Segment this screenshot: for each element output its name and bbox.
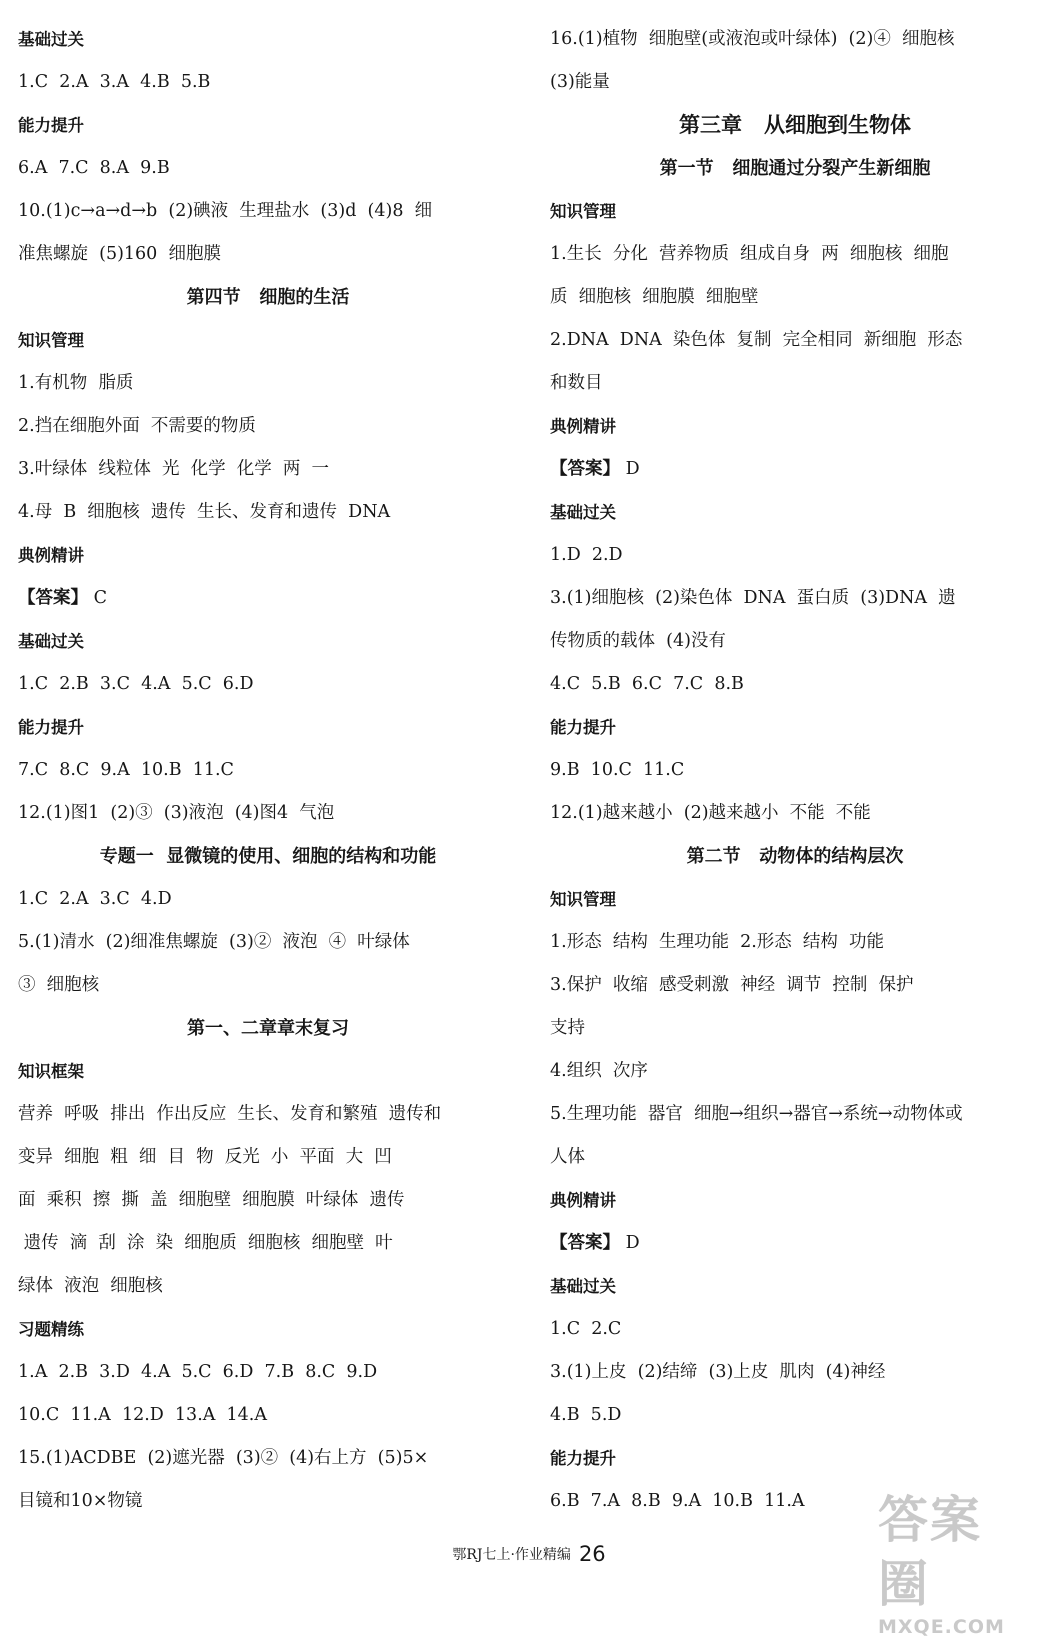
subsection-label: 能力提升 — [18, 116, 84, 135]
answer-text-line: ③ 细胞核 — [18, 975, 100, 995]
answer-text-line: 9.B 10.C 11.C — [550, 760, 685, 780]
answer-text-line: 4.组织 次序 — [550, 1061, 648, 1081]
answer-text-line: 4.C 5.B 6.C 7.C 8.B — [550, 674, 744, 694]
answer-text-line: 15.(1)ACDBE (2)遮光器 (3)② (4)右上方 (5)5× — [18, 1448, 429, 1468]
answer-text-line: 6.B 7.A 8.B 9.A 10.B 11.A — [550, 1491, 805, 1511]
watermark-text: 答案圈 — [878, 1491, 982, 1613]
answer-text-line: 2.DNA DNA 染色体 复制 完全相同 新细胞 形态 — [550, 330, 963, 350]
edition-label: 鄂RJ七上·作业精编 — [452, 1547, 571, 1563]
chapter-heading: 第三章 从细胞到生物体 — [679, 113, 911, 137]
section-heading: 专题一 显微镜的使用、细胞的结构和功能 — [99, 846, 437, 867]
answer-line — [550, 1222, 1040, 1265]
answer-text-line: 3.(1)上皮 (2)结缔 (3)上皮 肌肉 (4)神经 — [550, 1362, 886, 1382]
subsection-label: 基础过关 — [550, 503, 616, 522]
subsection-label: 典例精讲 — [550, 1191, 616, 1210]
subsection-label: 能力提升 — [550, 1449, 616, 1468]
answer-text-line: 10.(1)c→a→d→b (2)碘液 生理盐水 (3)d (4)8 细 — [18, 201, 433, 221]
answer-line — [550, 448, 1040, 491]
subsection-label: 知识管理 — [550, 890, 616, 909]
answer-text-line: 营养 呼吸 排出 作出反应 生长、发育和繁殖 遗传和 — [18, 1104, 442, 1124]
right-column — [550, 18, 1040, 1523]
answer-text-line: 遗传 滴 刮 涂 染 细胞质 细胞核 细胞壁 叶 — [18, 1233, 393, 1253]
answer-text-line: 3.(1)细胞核 (2)染色体 DNA 蛋白质 (3)DNA 遗 — [550, 588, 956, 608]
subsection-label: 基础过关 — [550, 1277, 616, 1296]
answer-text-line: 16.(1)植物 细胞壁(或液泡或叶绿体) (2)④ 细胞核 — [550, 29, 955, 49]
answer-text-line: 3.保护 收缩 感受刺激 神经 调节 控制 保护 — [550, 975, 914, 995]
answer-text-line: 7.C 8.C 9.A 10.B 11.C — [18, 760, 234, 780]
subsection-label: 知识管理 — [18, 331, 84, 350]
answer-text-line: 5.生理功能 器官 细胞→组织→器官→系统→动物体或 — [550, 1104, 963, 1124]
answer-text-line: 支持 — [550, 1018, 585, 1038]
subsection-label: 基础过关 — [18, 30, 84, 49]
answer-text-line: 4.B 5.D — [550, 1405, 622, 1425]
answer-label: 【答案】 — [550, 459, 620, 479]
answer-value: C — [93, 588, 107, 608]
answer-text-line: 质 细胞核 细胞膜 细胞壁 — [550, 287, 759, 307]
subsection-label: 知识框架 — [18, 1062, 84, 1081]
answer-text-line: 变异 细胞 粗 细 目 物 反光 小 平面 大 凹 — [18, 1147, 392, 1167]
subsection-label: 典例精讲 — [18, 546, 84, 565]
section-heading: 第一节 细胞通过分裂产生新细胞 — [659, 158, 931, 179]
answer-text-line: 1.生长 分化 营养物质 组成自身 两 细胞核 细胞 — [550, 244, 949, 264]
answer-text-line: 5.(1)清水 (2)细准焦螺旋 (3)② 液泡 ④ 叶绿体 — [18, 932, 410, 952]
answer-text-line: 目镜和10×物镜 — [18, 1491, 143, 1511]
page-number: 26 — [578, 1542, 606, 1566]
answer-text-line: 2.挡在细胞外面 不需要的物质 — [18, 416, 256, 436]
watermark-logo — [878, 1488, 1028, 1638]
answer-label: 【答案】 — [550, 1233, 620, 1253]
watermark-url: MXQE.COM — [878, 1616, 1005, 1638]
answer-text-line: 和数目 — [550, 373, 603, 393]
answer-text-line: 1.形态 结构 生理功能 2.形态 结构 功能 — [550, 932, 885, 952]
section-heading: 第二节 动物体的结构层次 — [686, 846, 904, 867]
answer-text-line: 10.C 11.A 12.D 13.A 14.A — [18, 1405, 267, 1425]
answer-text-line: 面 乘积 擦 撕 盖 细胞壁 细胞膜 叶绿体 遗传 — [18, 1190, 405, 1210]
answer-text-line: 准焦螺旋 (5)160 细胞膜 — [18, 244, 221, 264]
subsection-label: 典例精讲 — [550, 417, 616, 436]
subsection-label: 习题精练 — [18, 1320, 84, 1339]
answer-value: D — [625, 459, 640, 479]
left-column — [18, 18, 518, 1523]
answer-line — [18, 577, 518, 620]
answer-text-line: (3)能量 — [550, 72, 610, 92]
answer-text-line: 1.C 2.B 3.C 4.A 5.C 6.D — [18, 674, 254, 694]
answer-label: 【答案】 — [18, 588, 88, 608]
answer-text-line: 人体 — [550, 1147, 585, 1167]
answer-text-line: 3.叶绿体 线粒体 光 化学 化学 两 一 — [18, 459, 329, 479]
subsection-label: 基础过关 — [18, 632, 84, 651]
answer-text-line: 传物质的载体 (4)没有 — [550, 631, 726, 651]
answer-text-line: 1.D 2.D — [550, 545, 623, 565]
answer-text-line: 绿体 液泡 细胞核 — [18, 1276, 163, 1296]
answer-text-line: 1.C 2.A 3.C 4.D — [18, 889, 172, 909]
answer-text-line: 12.(1)越来越小 (2)越来越小 不能 不能 — [550, 803, 871, 823]
subsection-label: 能力提升 — [18, 718, 84, 737]
answer-text-line: 1.有机物 脂质 — [18, 373, 134, 393]
section-heading: 第一、二章章末复习 — [187, 1018, 349, 1039]
answer-text-line: 4.母 B 细胞核 遗传 生长、发育和遗传 DNA — [18, 502, 391, 522]
answer-value: D — [625, 1233, 640, 1253]
subsection-label: 能力提升 — [550, 718, 616, 737]
section-heading: 第四节 细胞的生活 — [186, 287, 350, 308]
answer-text-line: 12.(1)图1 (2)③ (3)液泡 (4)图4 气泡 — [18, 803, 335, 823]
subsection-label: 知识管理 — [550, 202, 616, 221]
answer-text-line: 6.A 7.C 8.A 9.B — [18, 158, 170, 178]
answer-text-line: 1.A 2.B 3.D 4.A 5.C 6.D 7.B 8.C 9.D — [18, 1362, 378, 1382]
answer-text-line: 1.C 2.C — [550, 1319, 622, 1339]
answer-text-line: 1.C 2.A 3.A 4.B 5.B — [18, 72, 211, 92]
